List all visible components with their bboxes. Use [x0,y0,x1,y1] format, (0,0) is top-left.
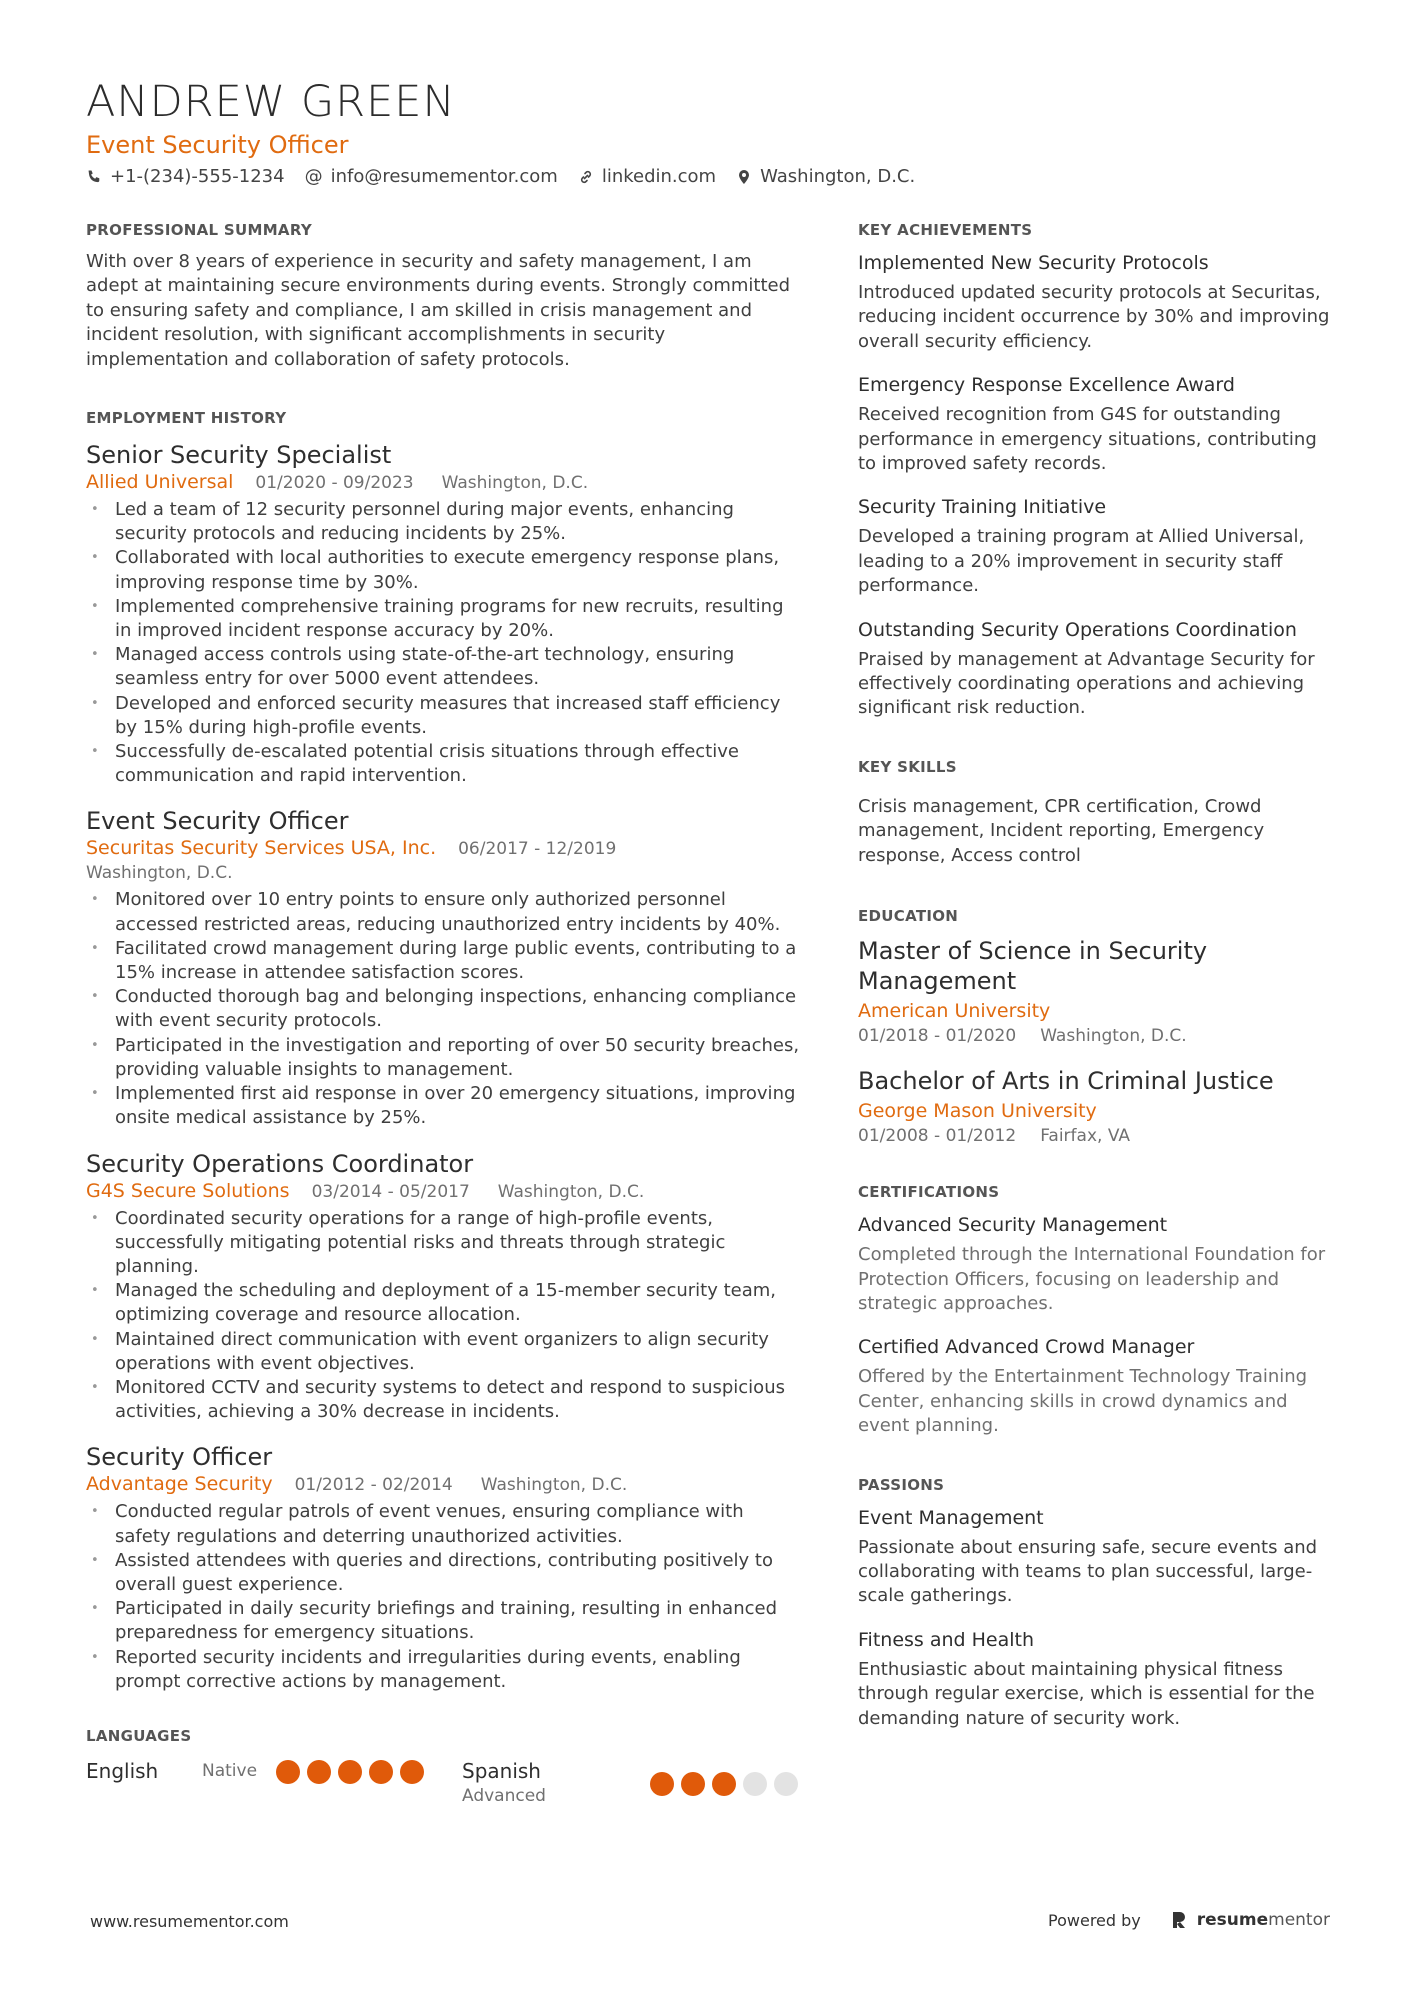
summary-text: With over 8 years of experience in security and safety management, I am adept at maintaining secure environments during events. Strongly committed to ensuring safety and compliance, I am skilled in crisis management and incident resolution, with significant accomplishments in security implementation and collaboration of safety protocols. [86,251,791,370]
job-company: G4S Secure Solutions [86,1179,290,1202]
job-role: Security Operations Coordinator [86,1149,474,1178]
job-entry [86,806,802,1130]
job-bullets [86,1500,802,1694]
language-item [462,1758,802,1808]
candidate-name: ANDREW GREEN [86,77,456,127]
left-column [86,220,802,1808]
job-company: Allied Universal [86,471,234,494]
achievement-text: Praised by management at Advantage Security for effectively coordinating operations and achieving significant risk reduction. [858,648,1315,719]
achievement-item [858,494,1330,598]
job-dates: 01/2012 - 02/2014 [294,1475,453,1496]
job-role: Security Officer [86,1443,273,1472]
education-dates: 01/2018 - 01/2020 [858,1026,1017,1047]
brand-light: mentor [1268,1910,1330,1930]
list-item: • Assisted attendees with queries and directions, contributing positively to overall guest experience. [86,1549,802,1597]
rating-dot-filled [276,1760,300,1784]
job-company: Advantage Security [86,1473,273,1496]
passion-item [858,1627,1330,1731]
powered-by-label: Powered by [1048,1910,1141,1930]
education-section [858,906,1330,1148]
passion-item [858,1505,1330,1609]
section-heading: PROFESSIONAL SUMMARY [86,221,313,239]
rating-dot-empty [743,1772,767,1796]
list-item: • Participated in daily security briefings and training, resulting in enhanced preparedness for emergency situations. [86,1597,802,1645]
summary-section [86,220,802,372]
job-title: Event Security Officer [86,131,349,159]
resumementor-logo-icon [1171,1911,1187,1929]
language-level: Advanced [462,1785,546,1806]
contact-bar [86,166,1330,187]
certification-item [858,1334,1330,1438]
list-item: • Maintained direct communication with event organizers to align security operations with event objectives. [86,1328,802,1376]
email-text: info@resumementor.com [330,166,558,187]
section-heading: LANGUAGES [86,1726,192,1745]
skills-text: Crisis management, CPR certification, Crowd management, Incident reporting, Emergency response, Access control [858,795,1265,866]
powered-by [1048,1910,1330,1930]
education-meta [858,1024,1330,1048]
list-item: • Successfully de-escalated potential crisis situations through effective communication and rapid intervention. [86,740,802,788]
skills-section [858,757,1330,868]
achievement-text: Developed a training program at Allied Universal, leading to a 20% improvement in security staff performance. [858,526,1305,597]
certification-title: Advanced Security Management [858,1214,1168,1237]
achievement-item [858,372,1330,476]
achievement-title: Outstanding Security Operations Coordination [858,618,1297,641]
list-item: • Monitored over 10 entry points to ensure only authorized personnel accessed restricted areas, reducing unauthorized entry incidents by 40%. [86,888,802,936]
education-school: American University [858,1000,1051,1023]
brand-logo-text [1197,1910,1330,1930]
at-icon: @ [304,166,323,187]
list-item: • Coordinated security operations for a range of high-profile events, successfully mitigating potential risks and threats through strategic planning. [86,1207,802,1280]
job-entry [86,1442,802,1694]
rating-dot-filled [338,1760,362,1784]
passions-section [858,1475,1330,1731]
list-item: • Managed access controls using state-of-the-art technology, ensuring seamless entry for over 5000 event attendees. [86,643,802,691]
job-bullets [86,888,802,1130]
language-name: English [86,1758,159,1783]
rating-dot-filled [369,1760,393,1784]
passion-title: Event Management [858,1506,1044,1529]
list-item: • Implemented comprehensive training programs for new recruits, resulting in improved incident response accuracy by 20%. [86,595,802,643]
list-item: • Led a team of 12 security personnel during major events, enhancing security protocols and reducing incidents by 25%. [86,498,802,546]
phone-text: +1-(234)-555-1234 [110,166,285,187]
language-name: Spanish [462,1758,541,1783]
job-dates: 01/2020 - 09/2023 [255,473,414,494]
list-item: • Managed the scheduling and deployment of a 15-member security team, optimizing coverage and resource allocation. [86,1279,802,1327]
job-bullets [86,1207,802,1425]
contact-linkedin[interactable] [578,166,716,187]
list-item: • Conducted regular patrols of event venues, ensuring compliance with safety regulations and deterring unauthorized activities. [86,1500,802,1548]
rating-dot-filled [712,1772,736,1796]
education-degree: Bachelor of Arts in Criminal Justice [858,1067,1274,1096]
language-level: Native [202,1760,258,1781]
section-heading: EMPLOYMENT HISTORY [86,409,287,428]
linkedin-text: linkedin.com [601,166,717,187]
rating-dot-filled [400,1760,424,1784]
job-entry [86,1149,802,1425]
certification-title: Certified Advanced Crowd Manager [858,1336,1195,1359]
achievement-text: Received recognition from G4S for outstanding performance in emergency situations, contributing to improved safety records. [858,404,1317,475]
right-column [858,220,1330,1749]
link-icon [578,169,594,185]
list-item: • Developed and enforced security measures that increased staff efficiency by 15% during high-profile events. [86,692,802,740]
achievement-item [858,250,1330,354]
job-dates: 03/2014 - 05/2017 [311,1181,470,1202]
job-meta [86,1179,802,1204]
job-meta [86,470,802,495]
location-text: Washington, D.C. [760,166,916,187]
list-item: • Monitored CCTV and security systems to detect and respond to suspicious activities, achieving a 30% decrease in incidents. [86,1376,802,1424]
list-item: • Facilitated crowd management during large public events, contributing to a 15% increase in attendee satisfaction scores. [86,937,802,985]
achievement-item [858,617,1330,721]
section-heading: PASSIONS [858,1475,945,1494]
job-location: Washington, D.C. [441,473,589,494]
section-heading: KEY ACHIEVEMENTS [858,221,1033,239]
list-item: • Collaborated with local authorities to execute emergency response plans, improving response time by 30%. [86,546,802,594]
education-location: Fairfax, VA [1040,1126,1130,1147]
languages-row [86,1758,802,1808]
job-meta [86,836,802,861]
phone-icon [86,169,102,185]
section-heading: CERTIFICATIONS [858,1183,1000,1202]
rating-dot-filled [650,1772,674,1796]
job-entry [86,440,802,788]
job-role: Event Security Officer [86,807,349,836]
section-heading: KEY SKILLS [858,757,957,776]
achievement-title: Security Training Initiative [858,496,1107,519]
brand-bold: resume [1196,1910,1269,1930]
education-dates: 01/2008 - 01/2012 [858,1126,1017,1147]
job-dates: 06/2017 - 12/2019 [458,839,617,860]
list-item: • Participated in the investigation and reporting of over 50 security breaches, providing valuable insights to management. [86,1034,802,1082]
achievement-title: Implemented New Security Protocols [858,252,1209,274]
job-location: Washington, D.C. [497,1181,645,1202]
certification-text: Completed through the International Foundation for Protection Officers, focusing on leadership and strategic approaches. [858,1244,1326,1314]
contact-phone[interactable] [86,166,285,187]
section-heading: EDUCATION [858,907,959,926]
contact-email[interactable] [305,166,558,187]
passion-text: Passionate about ensuring safe, secure events and collaborating with teams to plan successful, large-scale gatherings. [858,1536,1318,1607]
job-location: Washington, D.C. [480,1475,628,1496]
education-meta [858,1124,1330,1148]
rating-dot-filled [681,1772,705,1796]
contact-location [736,166,915,187]
passion-text: Enthusiastic about maintaining physical fitness through regular exercise, which is essential for the demanding nature of security work. [858,1658,1315,1729]
achievement-title: Emergency Response Excellence Award [858,374,1235,397]
footer-url[interactable]: www.resumementor.com [90,1912,289,1931]
education-school: George Mason University [858,1100,1097,1123]
achievements-section [858,220,1330,721]
job-bullets [86,498,802,788]
language-item [86,1758,462,1784]
passion-title: Fitness and Health [858,1628,1035,1651]
achievement-text: Introduced updated security protocols at Securitas, reducing incident occurrence by 30% and improving overall security efficiency. [858,282,1330,352]
employment-section [86,408,802,1694]
job-location: Washington, D.C. [86,863,233,884]
job-company: Securitas Security Services USA, Inc. [86,837,437,860]
education-degree: Master of Science in Security Management [858,937,1208,996]
language-rating [650,1772,798,1796]
rating-dot-filled [307,1760,331,1784]
certification-text: Offered by the Entertainment Technology Training Center, enhancing skills in crowd dynamics and event planning. [858,1366,1308,1437]
certifications-section [858,1182,1330,1438]
list-item: • Conducted thorough bag and belonging inspections, enhancing compliance with event security protocols. [86,985,802,1033]
location-pin-icon [736,169,752,185]
certification-item [858,1212,1330,1316]
education-item [858,936,1330,1048]
education-item [858,1066,1330,1148]
job-meta [86,1472,802,1497]
job-role: Senior Security Specialist [86,441,392,470]
languages-section [86,1726,802,1808]
rating-dot-empty [774,1772,798,1796]
list-item: • Reported security incidents and irregularities during events, enabling prompt corrective actions by management. [86,1646,802,1694]
language-rating [276,1760,424,1784]
education-location: Washington, D.C. [1040,1026,1187,1047]
list-item: • Implemented first aid response in over 20 emergency situations, improving onsite medical assistance by 25%. [86,1082,802,1130]
resume-page [86,76,1330,1806]
